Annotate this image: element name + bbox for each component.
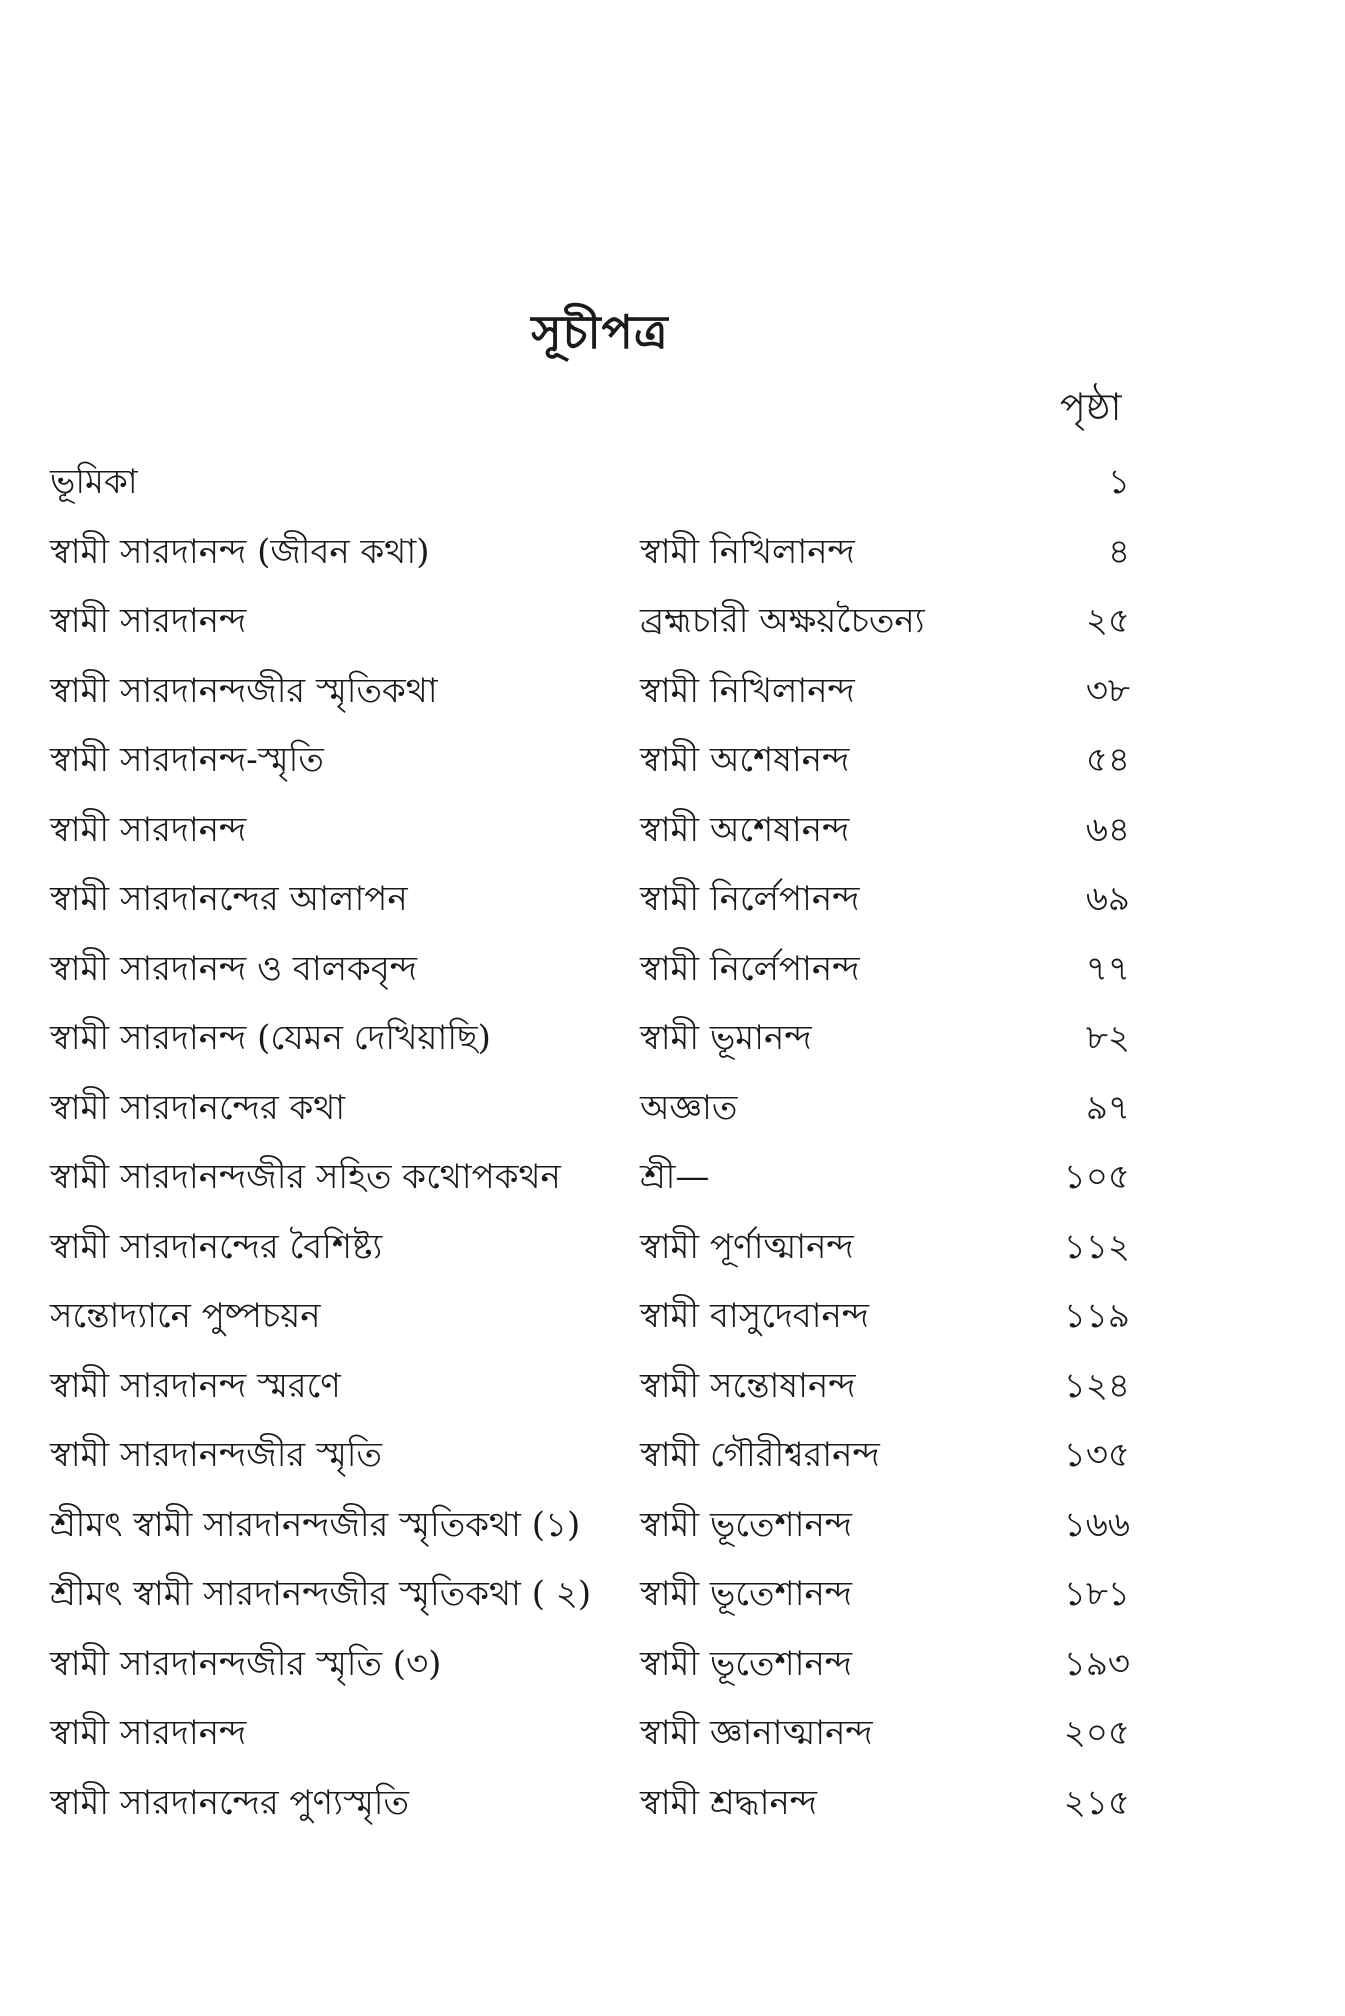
- toc-entry-author: স্বামী জ্ঞানাত্মানন্দ: [640, 1713, 873, 1753]
- toc-entry: [50, 1769, 1130, 1839]
- toc-entry: [50, 1004, 1130, 1074]
- toc-entry-page-number: ৫৪: [1085, 740, 1130, 780]
- toc-entry-author: স্বামী সন্তোষানন্দ: [640, 1365, 856, 1406]
- toc-entry-title: স্বামী সারদানন্দ: [50, 1713, 247, 1753]
- toc-entry-page-number: ৮২: [1085, 1018, 1130, 1058]
- toc-entry-title: স্বামী সারদানন্দ স্মরণে: [50, 1365, 341, 1406]
- toc-entry-page-number: ২০৫: [1063, 1713, 1130, 1753]
- toc-entry-page-number: ৩৮: [1085, 670, 1130, 711]
- toc-entry-author: স্বামী নিখিলানন্দ: [640, 670, 855, 711]
- toc-entry: [50, 1421, 1130, 1491]
- toc-entry-title: ভূমিকা: [50, 462, 138, 502]
- toc-entry: [50, 865, 1130, 935]
- toc-entry-title: শ্রীমৎ স্বামী সারদানন্দজীর স্মৃতিকথা ( ২): [50, 1574, 592, 1614]
- toc-entry-page-number: ৯৭: [1085, 1087, 1130, 1128]
- toc-entry-page-number: ১০৫: [1063, 1157, 1130, 1197]
- toc-entry-title: স্বামী সারদানন্দজীর স্মৃতি (৩): [50, 1643, 442, 1684]
- toc-entry-title: স্বামী সারদানন্দজীর সহিত কথোপকথন: [50, 1157, 561, 1197]
- toc-entry: [50, 726, 1130, 796]
- toc-entry-author: শ্রী—: [640, 1157, 710, 1197]
- toc-title: সূচীপত্র: [531, 305, 669, 359]
- toc-entry-author: স্বামী অশেষানন্দ: [640, 809, 850, 850]
- toc-entry: [50, 1560, 1130, 1630]
- toc-entry: [50, 1699, 1130, 1769]
- toc-entry-page-number: ১১৯: [1063, 1296, 1130, 1336]
- toc-entry-author: ব্রহ্মচারী অক্ষয়চৈতন্য: [640, 601, 925, 641]
- toc-entry-page-number: ৬৯: [1085, 879, 1130, 919]
- toc-entry-author: স্বামী ভূতেশানন্দ: [640, 1643, 853, 1684]
- toc-entry-page-number: ১: [1107, 462, 1130, 502]
- toc-entry-author: স্বামী বাসুদেবানন্দ: [640, 1296, 870, 1336]
- toc-entry-page-number: ১৯৩: [1063, 1643, 1130, 1684]
- toc-entry-title: স্বামী সারদানন্দজীর স্মৃতিকথা: [50, 670, 438, 711]
- toc-entry-author: স্বামী অশেষানন্দ: [640, 740, 850, 780]
- toc-entry-title: শ্রীমৎ স্বামী সারদানন্দজীর স্মৃতিকথা (১): [50, 1504, 581, 1545]
- toc-entry: [50, 796, 1130, 866]
- toc-entry-page-number: ২১৫: [1063, 1782, 1130, 1823]
- toc-entry-page-number: ১১২: [1063, 1226, 1130, 1267]
- toc-entry-title: স্বামী সারদানন্দ ও বালকবৃন্দ: [50, 948, 418, 989]
- toc-entry: [50, 657, 1130, 727]
- toc-entry: [50, 1282, 1130, 1352]
- toc-entry: [50, 448, 1130, 518]
- toc-entry-author: স্বামী গৌরীশ্বরানন্দ: [640, 1435, 880, 1475]
- toc-entry-page-number: ৪: [1107, 531, 1130, 572]
- page-column-header: পৃষ্ঠা: [1060, 385, 1122, 429]
- toc-entry-page-number: ২৫: [1085, 601, 1130, 641]
- toc-entry-title: স্বামী সারদানন্দজীর স্মৃতি: [50, 1435, 382, 1475]
- toc-entry-title: স্বামী সারদানন্দ: [50, 809, 247, 850]
- toc-entry-author: স্বামী নিখিলানন্দ: [640, 531, 855, 572]
- toc-entry: [50, 1074, 1130, 1144]
- toc-entry-title: স্বামী সারদানন্দের কথা: [50, 1087, 346, 1128]
- toc-list: [50, 448, 1130, 1838]
- toc-entry-page-number: ১২৪: [1063, 1365, 1130, 1406]
- toc-entry: [50, 1143, 1130, 1213]
- toc-entry: [50, 1491, 1130, 1561]
- toc-entry-title: সন্তোদ্যানে পুষ্পচয়ন: [50, 1296, 321, 1336]
- toc-entry-author: স্বামী ভূমানন্দ: [640, 1018, 812, 1058]
- toc-entry-title: স্বামী সারদানন্দ (যেমন দেখিয়াছি): [50, 1018, 491, 1058]
- toc-entry-author: স্বামী শ্রদ্ধানন্দ: [640, 1782, 818, 1823]
- toc-entry-author: স্বামী ভূতেশানন্দ: [640, 1574, 853, 1614]
- toc-entry-author: স্বামী নির্লেপানন্দ: [640, 879, 860, 919]
- toc-entry-page-number: ১৬৬: [1063, 1504, 1130, 1545]
- toc-entry-title: স্বামী সারদানন্দের বৈশিষ্ট্য: [50, 1226, 383, 1267]
- toc-entry-title: স্বামী সারদানন্দের আলাপন: [50, 879, 408, 919]
- toc-entry-title: স্বামী সারদানন্দ: [50, 601, 247, 641]
- toc-entry-author: স্বামী ভূতেশানন্দ: [640, 1504, 853, 1545]
- toc-entry-title: স্বামী সারদানন্দের পুণ্যস্মৃতি: [50, 1782, 410, 1823]
- toc-entry: [50, 587, 1130, 657]
- toc-entry-author: স্বামী নির্লেপানন্দ: [640, 948, 860, 989]
- toc-entry-page-number: ১৮১: [1063, 1574, 1130, 1614]
- toc-entry: [50, 1630, 1130, 1700]
- toc-entry-page-number: ১৩৫: [1063, 1435, 1130, 1475]
- toc-entry-title: স্বামী সারদানন্দ (জীবন কথা): [50, 531, 430, 572]
- toc-entry-title: স্বামী সারদানন্দ-স্মৃতি: [50, 740, 324, 780]
- toc-entry: [50, 518, 1130, 588]
- toc-entry: [50, 1352, 1130, 1422]
- toc-entry-author: অজ্ঞাত: [640, 1087, 738, 1128]
- toc-entry-page-number: ৭৭: [1085, 948, 1130, 989]
- toc-entry: [50, 1213, 1130, 1283]
- toc-entry-author: স্বামী পূর্ণাত্মানন্দ: [640, 1226, 854, 1267]
- toc-entry: [50, 935, 1130, 1005]
- toc-entry-page-number: ৬৪: [1085, 809, 1130, 850]
